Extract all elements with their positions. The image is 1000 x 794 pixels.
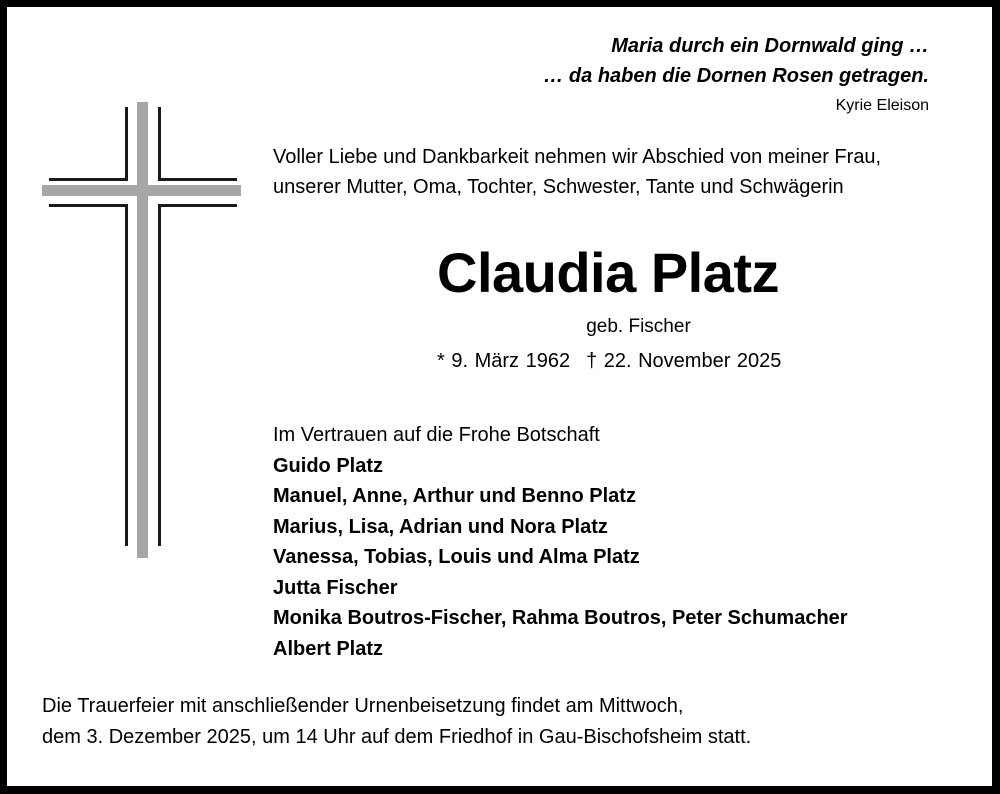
intro-text: Voller Liebe und Dankbarkeit nehmen wir Abschied von meiner Frau, unserer Mutter, Oma, Tochter, Schwester, Tante und Schwägerin: [273, 146, 882, 198]
motto-line-1: Maria durch ein Dornwald ging …: [611, 35, 929, 57]
mourner: Albert Platz: [273, 637, 384, 660]
motto-line-2: … da haben die Dornen Rosen getragen.: [543, 65, 929, 87]
funeral-service-info: [42, 691, 751, 753]
mourner: Marius, Lisa, Adrian und Nora Platz: [273, 515, 608, 538]
mourners-list: [273, 420, 848, 664]
mourners-lead: Im Vertrauen auf die Frohe Botschaft: [273, 424, 600, 446]
death-date: † 22. November 2025: [586, 350, 782, 372]
service-line-2: dem 3. Dezember 2025, um 14 Uhr auf dem Friedhof in Gau-Bischofsheim statt.: [42, 726, 752, 748]
motto-source: Kyrie Eleison: [835, 97, 929, 114]
obituary-card: [7, 7, 992, 786]
service-line-1: Die Trauerfeier mit anschließender Urnenbeisetzung findet am Mittwoch,: [42, 695, 684, 717]
maiden-name: geb. Fischer: [586, 316, 691, 337]
birth-date: * 9. März 1962: [437, 350, 571, 372]
mourner: Monika Boutros-Fischer, Rahma Boutros, Peter Schumacher: [273, 607, 848, 629]
mourner: Manuel, Anne, Arthur und Benno Platz: [273, 485, 636, 507]
life-dates: [437, 350, 781, 373]
mourner: Guido Platz: [273, 454, 383, 477]
mourner: Jutta Fischer: [273, 576, 398, 599]
mourner: Vanessa, Tobias, Louis und Alma Platz: [273, 546, 640, 568]
deceased-name: Claudia Platz: [437, 241, 780, 304]
